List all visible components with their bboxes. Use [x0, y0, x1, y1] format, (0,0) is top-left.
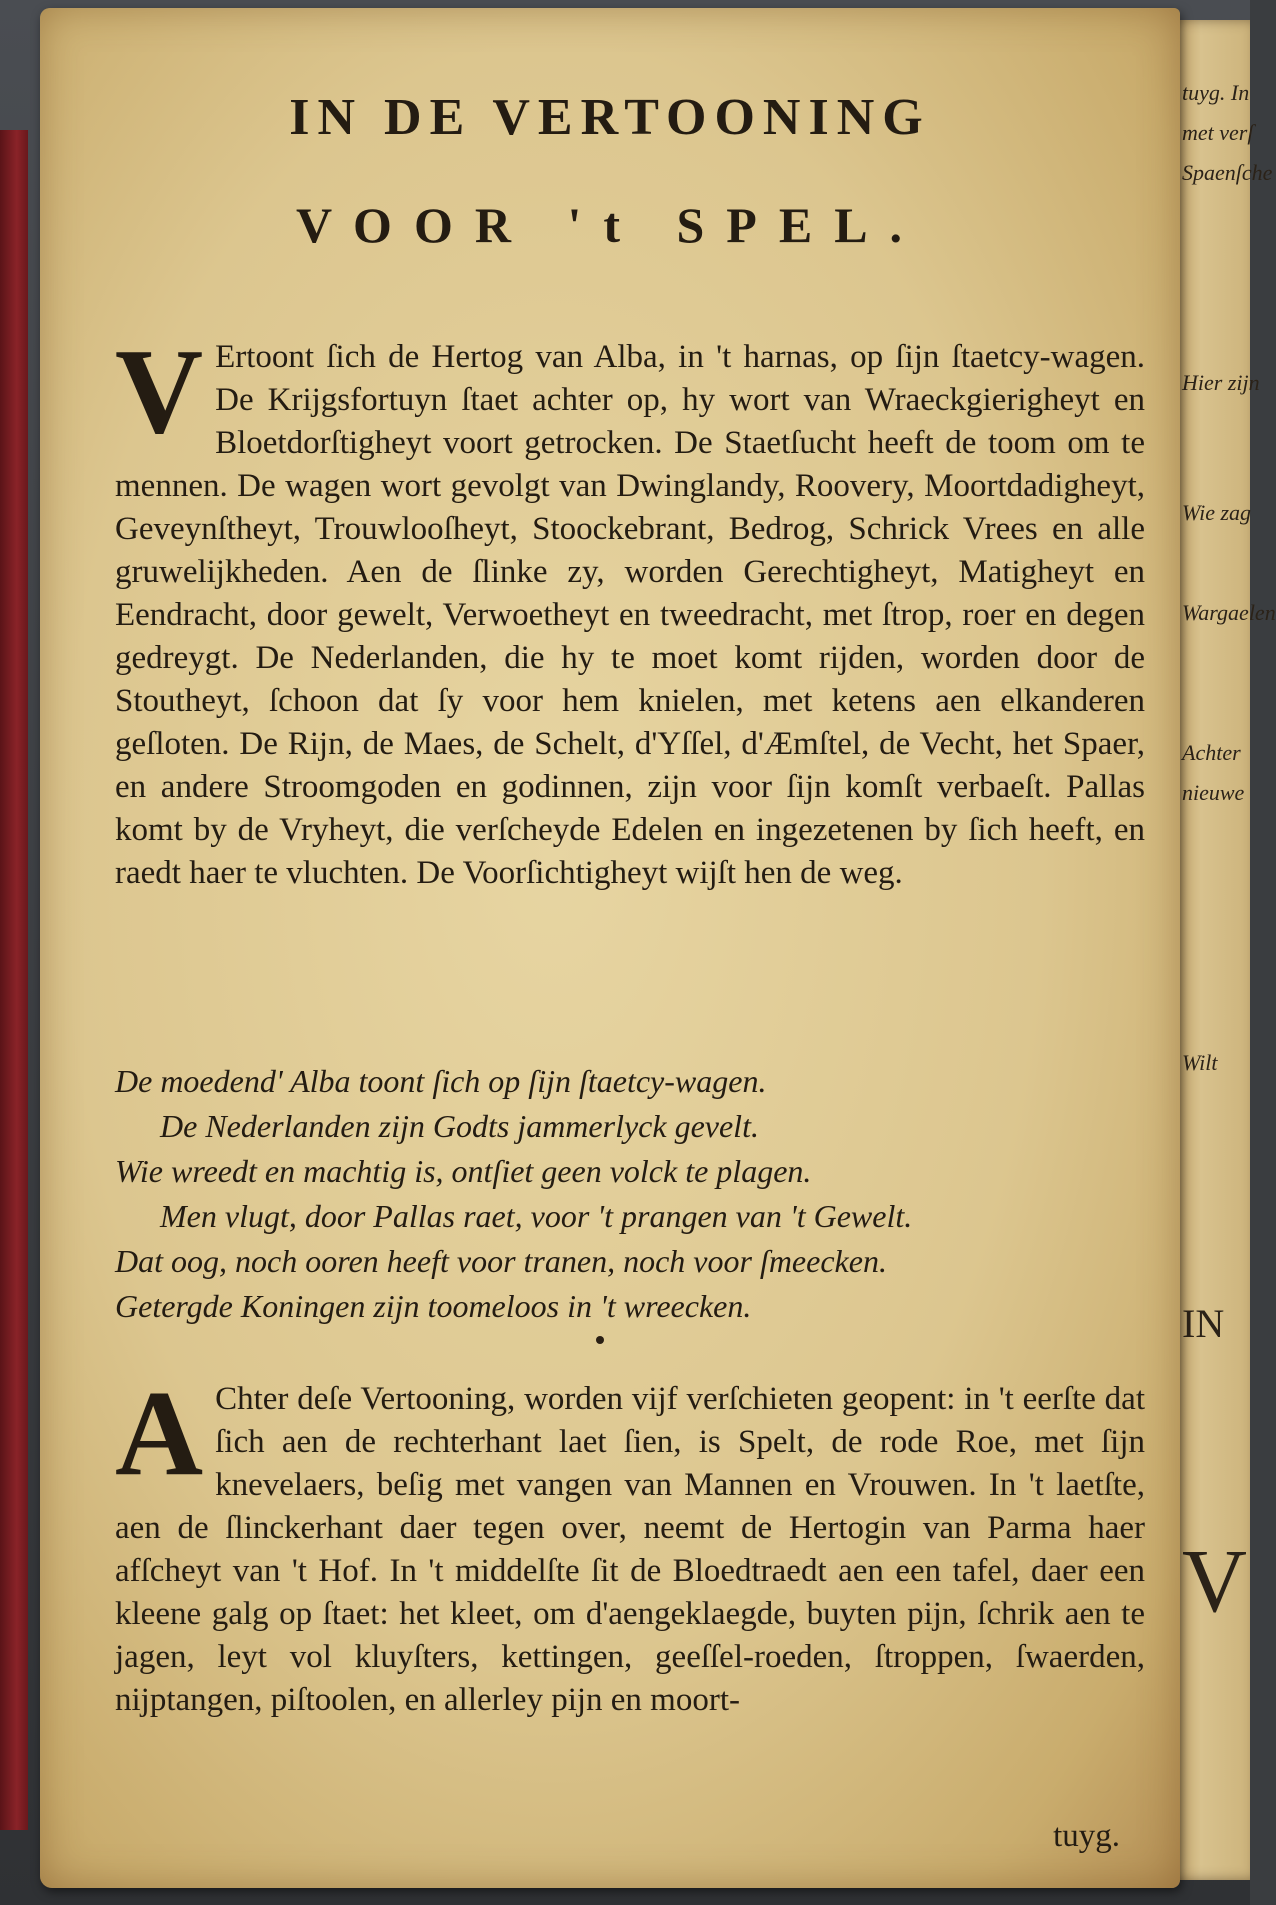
facing-page-edge [1168, 20, 1276, 1880]
book-cover-edge [0, 130, 28, 1830]
facing-page-fragment: Achter [1182, 740, 1241, 765]
facing-page-fragment: IN [1182, 1301, 1225, 1346]
facing-page-fragment: nieuwe [1182, 780, 1245, 805]
book-page [40, 8, 1180, 1888]
paragraph-text: Chter deſe Vertooning, worden vijf verſchieten geopent: in 't eerſte dat ſich aen de rechterhant laet ſien, is Spelt, de rode Roe, met ſijn knevelaers, beſig met vangen van Mannen en Vrouwen. In 't laetſte, aen de ſlinckerhant daer tegen over, neemt de Hertogin van Parma haer afſcheyt van 't Hof. In 't middelſte ſit de Bloedtraedt aen een tafel, daer een kleene galg op ſtaet: het kleet, om d'aengeklaegde, buyten pijn, ſchrik aen te jagen, leyt vol kluyſters, kettingen, geeſſel-roeden, ſtroppen, ſwaerden, nijptangen, piſtoolen, en allerley pijn en moort- [115, 1381, 1145, 1718]
facing-page-fragment: Spaenſche [1182, 160, 1273, 185]
paragraph-text: Ertoont ſich de Hertog van Alba, in 't harnas, op ſijn ſtaetcy-wagen. De Krijgsfortuyn ſtaet achter op, hy wort van Wraeckgierigheyt en Bloetdorſtigheyt voort getrocken. De Staetſucht heeft de toom om te mennen. De wagen wort gevolgt van Dwinglandy, Roovery, Moortdadigheyt, Geveynſtheyt, Trouwlooſheyt, Stoockebrant, Bedrog, Schrick Vrees en alle gruwelijkheden. Aen de ſlinke zy, worden Gerechtigheyt, Matigheyt en Eendracht, door gewelt, Verwoetheyt en tweedracht, met ſtrop, roer en degen gedreygt. De Nederlanden, die hy te moet komt rijden, worden door de Stoutheyt, ſchoon dat ſy voor hem knielen, met ketens aen elkanderen geſloten. De Rijn, de Maes, de Schelt, d'Yſſel, d'Æmſtel, de Vecht, het Spaer, en andere Stroomgoden en godinnen, zijn voor ſijn komſt verbaeſt. Pallas komt by de Vryheyt, die verſcheyde Edelen en ingezetenen by ſich heeft, en raedt haer te vluchten. De Voorſichtigheyt wijſt hen de weg. [115, 339, 1145, 891]
catchword: tuyg. [1053, 1818, 1120, 1854]
paragraph-scene [115, 1366, 1145, 1722]
verse-line: Getergde Koningen zijn toomeloos in 't wreecken. [115, 1288, 752, 1324]
facing-page-fragment: tuyg. In [1182, 80, 1250, 105]
paragraph-description [115, 324, 1145, 895]
facing-page-fragment: Wilt [1182, 1050, 1218, 1075]
page-title-line1: IN DE VERTOONING [289, 89, 931, 146]
verse-block [115, 1063, 1155, 1333]
drop-cap: V [115, 324, 204, 459]
drop-cap: A [115, 1366, 204, 1501]
verse-line: Wie wreedt en machtig is, ontſiet geen volck te plagen. [115, 1153, 812, 1189]
ornament-dot [596, 1336, 604, 1344]
facing-page-fragment: met verſ [1182, 120, 1254, 145]
verse-line: Dat oog, noch ooren heeft voor tranen, noch voor ſmeecken. [115, 1243, 887, 1279]
verse-line: Men vlugt, door Pallas raet, voor 't prangen van 't Gewelt. [160, 1198, 913, 1234]
verse-line: De Nederlanden zijn Godts jammerlyck gevelt. [160, 1108, 759, 1144]
facing-page-fragment: Hier zijn [1182, 370, 1260, 395]
verse-line: De moedend' Alba toont ſich op ſijn ſtaetcy-wagen. [115, 1063, 767, 1099]
facing-page-fragment: Wargaelen [1182, 600, 1276, 625]
page-title-line2: VOOR 't SPEL. [295, 197, 925, 253]
facing-page-fragment: Wie zag [1182, 500, 1252, 525]
facing-page-fragment: V [1182, 1532, 1247, 1631]
